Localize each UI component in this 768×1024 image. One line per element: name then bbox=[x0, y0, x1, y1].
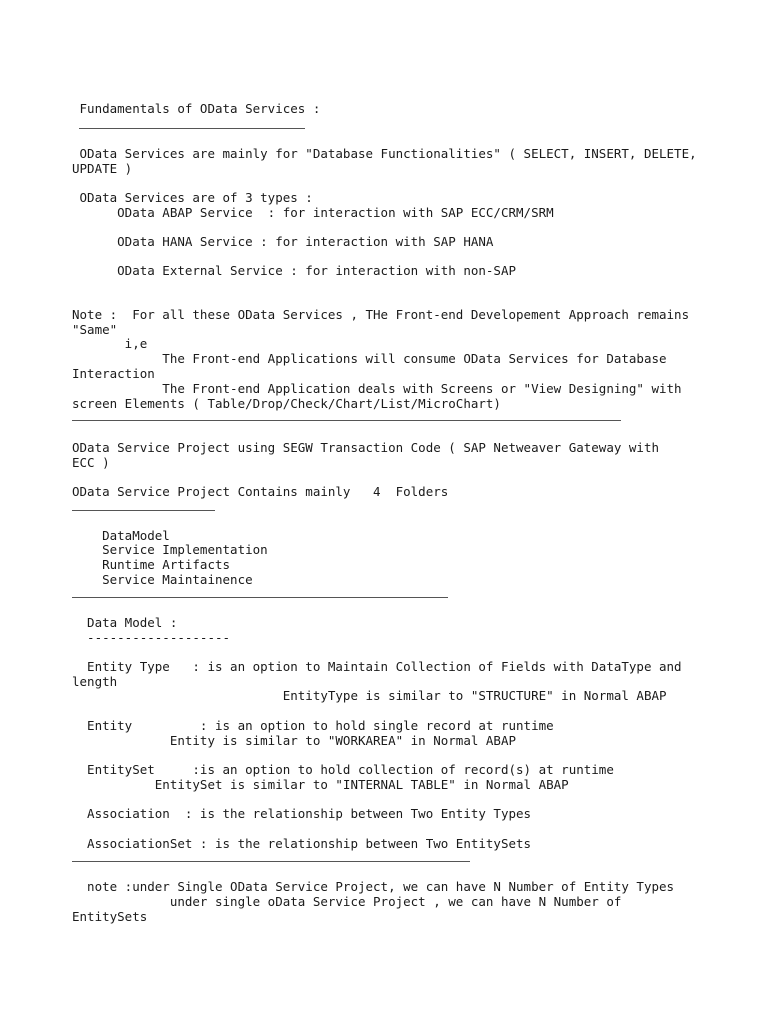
doc-title: Fundamentals of OData Services : bbox=[72, 101, 321, 116]
folder-item: Runtime Artifacts bbox=[72, 557, 231, 572]
text-line: Association : is the relationship between Two Entity Types bbox=[72, 806, 532, 821]
text-line: The Front-end Application deals with Screens or "View Designing" with bbox=[72, 381, 682, 396]
title-underline bbox=[79, 128, 305, 129]
text-line: The Front-end Applications will consume OData Services for Database bbox=[72, 351, 667, 366]
text-line: ECC ) bbox=[72, 455, 110, 470]
text-line: EntitySets bbox=[72, 909, 148, 924]
folders-underline bbox=[72, 510, 215, 511]
text-line: length bbox=[72, 674, 118, 689]
text-line: Entity : is an option to hold single record at runtime bbox=[72, 718, 554, 733]
text-line: note :under Single OData Service Project, we can have N Number of Entity Types bbox=[72, 879, 675, 894]
text-line: EntitySet is similar to "INTERNAL TABLE" in Normal ABAP bbox=[72, 777, 569, 792]
text-line: i,e bbox=[72, 336, 148, 351]
text-line: OData Services are mainly for "Database Functionalities" ( SELECT, INSERT, DELETE, bbox=[72, 146, 697, 161]
text-line: OData Services are of 3 types : bbox=[72, 190, 313, 205]
text-line: OData External Service : for interaction with non-SAP bbox=[72, 263, 517, 278]
section-divider bbox=[72, 597, 448, 598]
section-divider bbox=[72, 861, 470, 862]
heading-dashes: ------------------- bbox=[72, 630, 231, 645]
text-line: Entity is similar to "WORKAREA" in Normal ABAP bbox=[72, 733, 517, 748]
text-line: OData Service Project using SEGW Transaction Code ( SAP Netweaver Gateway with bbox=[72, 440, 659, 455]
text-line: OData Service Project Contains mainly 4 Folders bbox=[72, 484, 449, 499]
text-line: EntityType is similar to "STRUCTURE" in Normal ABAP bbox=[72, 688, 667, 703]
section-divider bbox=[72, 420, 621, 421]
text-line: EntitySet :is an option to hold collection of record(s) at runtime bbox=[72, 762, 614, 777]
text-line: "Same" bbox=[72, 322, 118, 337]
text-line: AssociationSet : is the relationship between Two EntitySets bbox=[72, 836, 532, 851]
folder-item: DataModel bbox=[72, 528, 170, 543]
section-heading: Data Model : bbox=[72, 615, 178, 630]
text-line: OData HANA Service : for interaction with SAP HANA bbox=[72, 234, 494, 249]
text-line: Note : For all these OData Services , THe Front-end Developement Approach remains bbox=[72, 307, 690, 322]
folder-item: Service Maintainence bbox=[72, 572, 253, 587]
folder-item: Service Implementation bbox=[72, 542, 268, 557]
text-line: under single oData Service Project , we can have N Number of bbox=[72, 894, 622, 909]
text-line: OData ABAP Service : for interaction with SAP ECC/CRM/SRM bbox=[72, 205, 554, 220]
text-line: screen Elements ( Table/Drop/Check/Chart/List/MicroChart) bbox=[72, 396, 501, 411]
text-line: UPDATE ) bbox=[72, 161, 133, 176]
text-line: Entity Type : is an option to Maintain Collection of Fields with DataType and bbox=[72, 659, 682, 674]
text-line: Interaction bbox=[72, 366, 155, 381]
